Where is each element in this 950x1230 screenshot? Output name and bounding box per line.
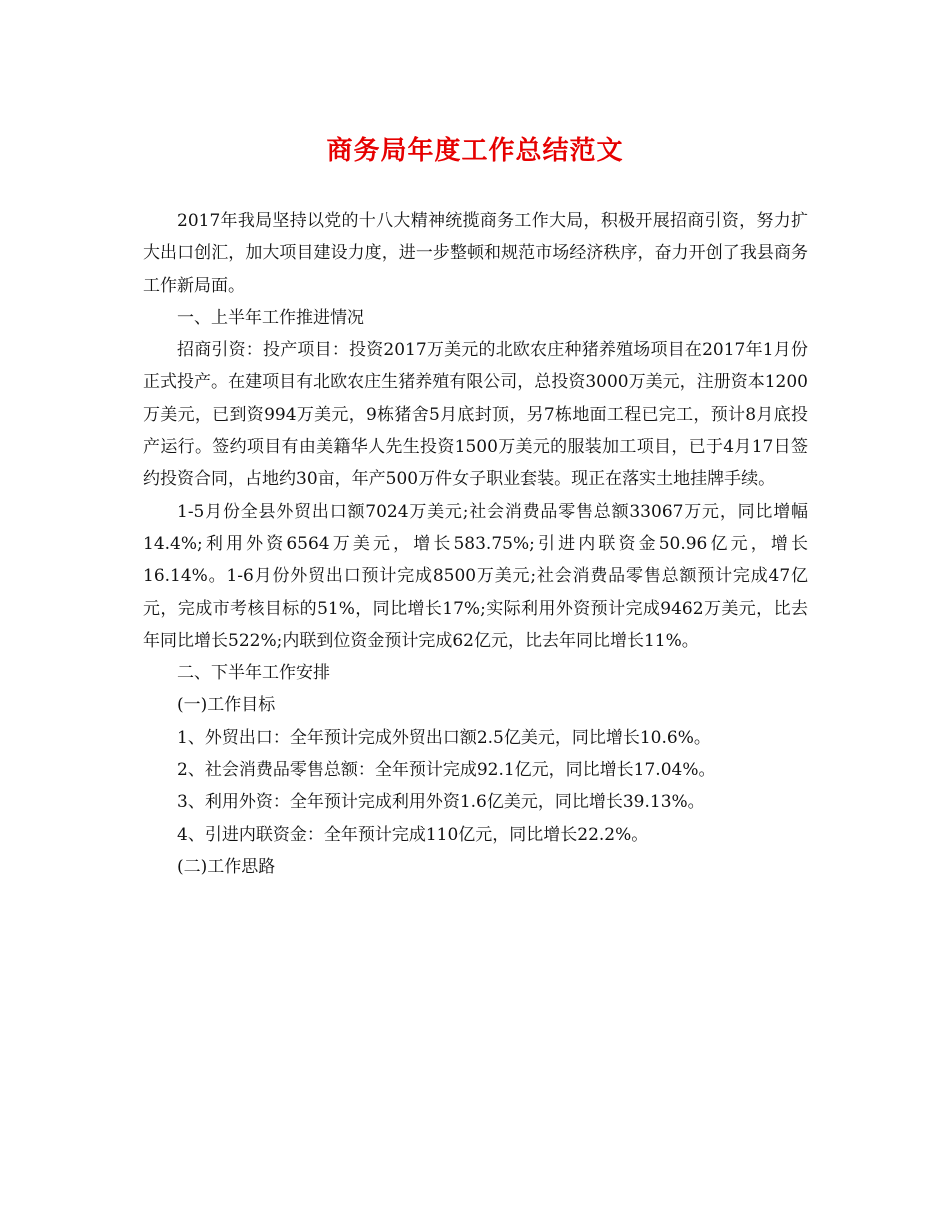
paragraph-intro: 2017年我局坚持以党的十八大精神统揽商务工作大局，积极开展招商引资，努力扩大出口创汇，加大项目建设力度，进一步整顿和规范市场经济秩序，奋力开创了我县商务工作新局面。 [143, 211, 808, 296]
goal-item-retail: 2、社会消费品零售总额：全年预计完成92.1亿元，同比增长17.04%。 [177, 760, 716, 781]
paragraph-investment: 招商引资：投产项目：投资2017万美元的北欧农庄种猪养殖场项目在2017年1月份正式投产。在建项目有北欧农庄生猪养殖有限公司，总投资3000万美元，注册资本1200万美元，已到资994万美元，9栋猪舍5月底封顶，另7栋地面工程已完工，预计8月底投产运行。签约项目有由美籍华人先生投资1500万美元的服装加工项目，已于4月17日签约投资合同，占地约30亩，年产500万件女子职业套装。现正在落实土地挂牌手续。 [143, 340, 808, 490]
goal-item-foreign-investment: 3、利用外资：全年预计完成利用外资1.6亿美元，同比增长39.13%。 [177, 792, 705, 813]
section-heading-first-half: 一、上半年工作推进情况 [177, 307, 364, 328]
document-title: 商务局年度工作总结范文 [326, 136, 624, 166]
paragraph-statistics: 1-5月份全县外贸出口额7024万美元;社会消费品零售总额33067万元，同比增幅14.4%;利用外资6564万美元，增长583.75%;引进内联资金50.96亿元，增长16.14%。1-6月份外贸出口预计完成8500万美元;社会消费品零售总额预计完成47亿元，完成市考核目标的51%，同比增长17%;实际利用外资预计完成9462万美元，比去年同比增长522%;内联到位资金预计完成62亿元，比去年同比增长11%。 [143, 501, 808, 651]
section-heading-second-half: 二、下半年工作安排 [177, 663, 330, 684]
subsection-heading-approach: (二)工作思路 [177, 856, 276, 877]
goal-item-export: 1、外贸出口：全年预计完成外贸出口额2.5亿美元，同比增长10.6%。 [177, 727, 711, 748]
goal-item-domestic-funds: 4、引进内联资金：全年预计完成110亿元，同比增长22.2%。 [177, 824, 649, 845]
subsection-heading-goals: (一)工作目标 [177, 695, 276, 716]
document-body [143, 205, 808, 883]
